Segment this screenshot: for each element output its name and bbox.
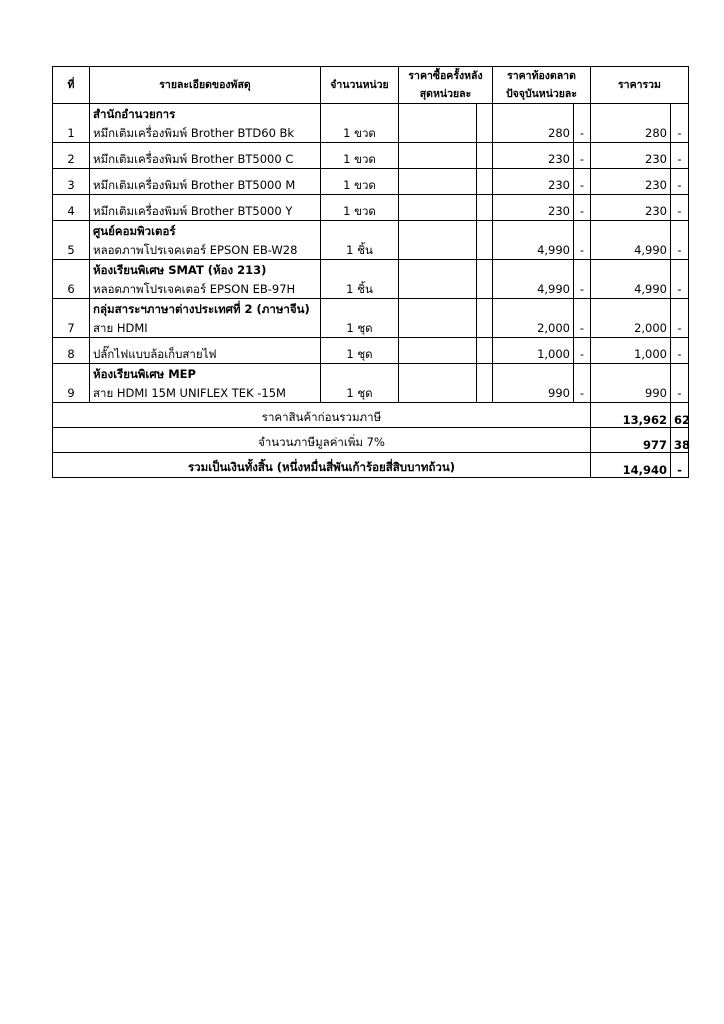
item-no-text: 2 bbox=[67, 152, 75, 166]
item-qty bbox=[321, 260, 399, 299]
item-no bbox=[53, 104, 90, 143]
item-total-text: 990 bbox=[645, 386, 667, 400]
item-last-price bbox=[399, 143, 477, 169]
item-total bbox=[591, 260, 671, 299]
item-market-price-dec bbox=[574, 338, 591, 364]
item-market-price bbox=[493, 221, 574, 260]
item-last-price bbox=[399, 104, 477, 143]
item-desc bbox=[90, 364, 321, 403]
item-total-dec bbox=[671, 169, 689, 195]
item-no bbox=[53, 299, 90, 338]
item-qty-text: 1 ขวด bbox=[343, 152, 376, 166]
item-desc-text: ปลั๊กไฟแบบล้อเก็บสายไฟ bbox=[93, 347, 217, 361]
item-no-text: 9 bbox=[67, 386, 75, 400]
table-body bbox=[53, 104, 689, 403]
item-total-dec bbox=[671, 104, 689, 143]
item-no-text: 7 bbox=[67, 321, 75, 335]
item-qty-text: 1 ชุด bbox=[346, 386, 373, 400]
item-desc bbox=[90, 195, 321, 221]
item-total bbox=[591, 299, 671, 338]
group-heading: ห้องเรียนพิเศษ MEP bbox=[93, 367, 196, 381]
subtotal-label: ราคาสินค้าก่อนรวมภาษี bbox=[53, 403, 591, 428]
item-no bbox=[53, 169, 90, 195]
item-total-dec-text: - bbox=[677, 243, 682, 257]
subtotal-value: 13,962 bbox=[591, 403, 671, 428]
item-market-price bbox=[493, 169, 574, 195]
table-row bbox=[53, 260, 689, 299]
header-desc: รายละเอียดของพัสดุ bbox=[90, 67, 321, 104]
table-row bbox=[53, 169, 689, 195]
item-total-dec-text: - bbox=[677, 152, 682, 166]
header-last-price: ราคาซื้อครั้งหลังสุดหน่วยละ bbox=[399, 67, 493, 104]
item-total-text: 230 bbox=[645, 204, 667, 218]
item-qty bbox=[321, 221, 399, 260]
item-market-price-dec bbox=[574, 364, 591, 403]
item-desc bbox=[90, 338, 321, 364]
item-last-price bbox=[399, 260, 477, 299]
item-qty-text: 1 ขวด bbox=[343, 204, 376, 218]
group-heading: สำนักอำนวยการ bbox=[93, 107, 176, 121]
item-market-price-dec bbox=[574, 221, 591, 260]
item-last-price-dec bbox=[477, 104, 493, 143]
item-market-price bbox=[493, 364, 574, 403]
item-last-price-dec bbox=[477, 338, 493, 364]
vat-value: 977 bbox=[591, 428, 671, 453]
item-market-price-text: 2,000 bbox=[537, 321, 570, 335]
item-market-price-text: 280 bbox=[548, 126, 570, 140]
item-total bbox=[591, 195, 671, 221]
item-market-price-dec-text: - bbox=[579, 204, 585, 218]
item-qty bbox=[321, 195, 399, 221]
vat-decimal: 38 bbox=[671, 428, 689, 453]
item-desc-text: หลอดภาพโปรเจคเตอร์ EPSON EB-97H bbox=[93, 282, 296, 296]
subtotal-decimal: 62 bbox=[671, 403, 689, 428]
item-no-text: 5 bbox=[67, 243, 75, 257]
table-row bbox=[53, 143, 689, 169]
header-qty: จำนวนหน่วย bbox=[321, 67, 399, 104]
table-row bbox=[53, 338, 689, 364]
item-no bbox=[53, 143, 90, 169]
item-total-dec-text: - bbox=[677, 321, 682, 335]
item-desc-text: หมึกเติมเครื่องพิมพ์ Brother BTD60 Bk bbox=[93, 126, 295, 140]
vat-label: จำนวนภาษีมูลค่าเพิ่ม 7% bbox=[53, 428, 591, 453]
item-market-price-text: 4,990 bbox=[537, 243, 570, 257]
item-total-dec bbox=[671, 299, 689, 338]
summary-body bbox=[53, 403, 689, 478]
item-market-price bbox=[493, 104, 574, 143]
item-desc bbox=[90, 299, 321, 338]
header-market-price: ราคาท้องตลาดปัจจุบันหน่วยละ bbox=[493, 67, 591, 104]
item-last-price-dec bbox=[477, 221, 493, 260]
item-qty bbox=[321, 169, 399, 195]
item-total-text: 2,000 bbox=[634, 321, 667, 335]
item-market-price-dec-text: - bbox=[579, 243, 585, 257]
item-last-price-dec bbox=[477, 260, 493, 299]
item-last-price bbox=[399, 169, 477, 195]
item-qty bbox=[321, 299, 399, 338]
item-no-text: 8 bbox=[67, 347, 75, 361]
item-no bbox=[53, 221, 90, 260]
item-desc bbox=[90, 169, 321, 195]
item-total-dec-text: - bbox=[677, 282, 682, 296]
item-market-price-dec-text: - bbox=[579, 347, 585, 361]
item-desc-text: หมึกเติมเครื่องพิมพ์ Brother BT5000 C bbox=[93, 152, 294, 166]
item-total-text: 230 bbox=[645, 178, 667, 192]
group-heading: ศูนย์คอมพิวเตอร์ bbox=[93, 224, 176, 238]
header-total: ราคารวม bbox=[591, 67, 689, 104]
item-desc-text: หลอดภาพโปรเจคเตอร์ EPSON EB-W28 bbox=[93, 243, 298, 257]
item-total-text: 280 bbox=[645, 126, 667, 140]
grand-total-row bbox=[53, 453, 689, 478]
item-market-price-dec bbox=[574, 104, 591, 143]
grand-total-decimal: - bbox=[671, 453, 689, 478]
item-market-price-text: 990 bbox=[548, 386, 570, 400]
item-desc-text: หมึกเติมเครื่องพิมพ์ Brother BT5000 M bbox=[93, 178, 296, 192]
group-heading: กลุ่มสาระฯภาษาต่างประเทศที่ 2 (ภาษาจีน) bbox=[93, 302, 310, 316]
grand-total-label: รวมเป็นเงินทั้งสิ้น (หนึ่งหมื่นสี่พันเก้าร้อยสี่สิบบาทถ้วน) bbox=[53, 453, 591, 478]
item-total bbox=[591, 221, 671, 260]
item-desc bbox=[90, 143, 321, 169]
item-total-text: 4,990 bbox=[634, 282, 667, 296]
table-row bbox=[53, 221, 689, 260]
item-last-price-dec bbox=[477, 195, 493, 221]
item-no-text: 3 bbox=[67, 178, 75, 192]
item-last-price-dec bbox=[477, 143, 493, 169]
item-desc bbox=[90, 260, 321, 299]
item-qty bbox=[321, 104, 399, 143]
item-last-price bbox=[399, 364, 477, 403]
item-qty bbox=[321, 338, 399, 364]
item-total bbox=[591, 104, 671, 143]
item-last-price bbox=[399, 338, 477, 364]
item-last-price bbox=[399, 299, 477, 338]
procurement-table bbox=[52, 66, 689, 478]
item-total-dec-text: - bbox=[677, 178, 682, 192]
item-no-text: 4 bbox=[67, 204, 75, 218]
table-row bbox=[53, 104, 689, 143]
item-last-price-dec bbox=[477, 364, 493, 403]
item-total-dec-text: - bbox=[677, 386, 682, 400]
item-no bbox=[53, 260, 90, 299]
item-market-price-dec-text: - bbox=[579, 282, 585, 296]
item-total-dec bbox=[671, 338, 689, 364]
header-no: ที่ bbox=[53, 67, 90, 104]
item-market-price-dec bbox=[574, 169, 591, 195]
group-heading: ห้องเรียนพิเศษ SMAT (ห้อง 213) bbox=[93, 263, 267, 277]
item-total-dec-text: - bbox=[677, 126, 682, 140]
item-total bbox=[591, 143, 671, 169]
item-total-text: 230 bbox=[645, 152, 667, 166]
item-qty bbox=[321, 364, 399, 403]
item-market-price-text: 230 bbox=[548, 152, 570, 166]
item-market-price-text: 230 bbox=[548, 204, 570, 218]
item-last-price-dec bbox=[477, 169, 493, 195]
item-market-price-dec-text: - bbox=[579, 126, 585, 140]
item-market-price-dec-text: - bbox=[579, 321, 585, 335]
item-qty-text: 1 ชุด bbox=[346, 321, 373, 335]
item-desc-text: สาย HDMI bbox=[93, 321, 148, 335]
item-total-dec bbox=[671, 143, 689, 169]
item-market-price bbox=[493, 143, 574, 169]
item-market-price-dec bbox=[574, 143, 591, 169]
table-row bbox=[53, 195, 689, 221]
item-no bbox=[53, 364, 90, 403]
item-market-price bbox=[493, 299, 574, 338]
item-market-price bbox=[493, 338, 574, 364]
item-total-dec bbox=[671, 364, 689, 403]
item-total bbox=[591, 169, 671, 195]
subtotal-row bbox=[53, 403, 689, 428]
item-market-price-dec bbox=[574, 299, 591, 338]
item-market-price-dec-text: - bbox=[579, 386, 585, 400]
item-total-dec-text: - bbox=[677, 347, 682, 361]
item-total-text: 1,000 bbox=[634, 347, 667, 361]
vat-row bbox=[53, 428, 689, 453]
item-no bbox=[53, 195, 90, 221]
item-desc-text: หมึกเติมเครื่องพิมพ์ Brother BT5000 Y bbox=[93, 204, 293, 218]
item-desc bbox=[90, 221, 321, 260]
item-market-price-text: 230 bbox=[548, 178, 570, 192]
item-market-price-dec bbox=[574, 260, 591, 299]
item-last-price bbox=[399, 221, 477, 260]
item-no-text: 1 bbox=[67, 126, 75, 140]
item-last-price bbox=[399, 195, 477, 221]
item-total-dec bbox=[671, 195, 689, 221]
header-row bbox=[53, 67, 689, 104]
item-qty-text: 1 ขวด bbox=[343, 178, 376, 192]
item-total bbox=[591, 364, 671, 403]
item-market-price-dec-text: - bbox=[579, 152, 585, 166]
item-total-text: 4,990 bbox=[634, 243, 667, 257]
item-no bbox=[53, 338, 90, 364]
item-last-price-dec bbox=[477, 299, 493, 338]
item-market-price-dec-text: - bbox=[579, 178, 585, 192]
item-qty-text: 1 ขวด bbox=[343, 126, 376, 140]
item-market-price-text: 4,990 bbox=[537, 282, 570, 296]
item-total-dec bbox=[671, 260, 689, 299]
item-total bbox=[591, 338, 671, 364]
table-row bbox=[53, 299, 689, 338]
item-total-dec bbox=[671, 221, 689, 260]
item-market-price bbox=[493, 260, 574, 299]
item-market-price-text: 1,000 bbox=[537, 347, 570, 361]
item-qty-text: 1 ชิ้น bbox=[346, 282, 373, 296]
item-qty bbox=[321, 143, 399, 169]
item-desc bbox=[90, 104, 321, 143]
grand-total-value: 14,940 bbox=[591, 453, 671, 478]
item-market-price bbox=[493, 195, 574, 221]
item-market-price-dec bbox=[574, 195, 591, 221]
item-no-text: 6 bbox=[67, 282, 75, 296]
item-qty-text: 1 ชุด bbox=[346, 347, 373, 361]
table-row bbox=[53, 364, 689, 403]
item-qty-text: 1 ชิ้น bbox=[346, 243, 373, 257]
item-desc-text: สาย HDMI 15M UNIFLEX TEK -15M bbox=[93, 386, 286, 400]
item-total-dec-text: - bbox=[677, 204, 682, 218]
